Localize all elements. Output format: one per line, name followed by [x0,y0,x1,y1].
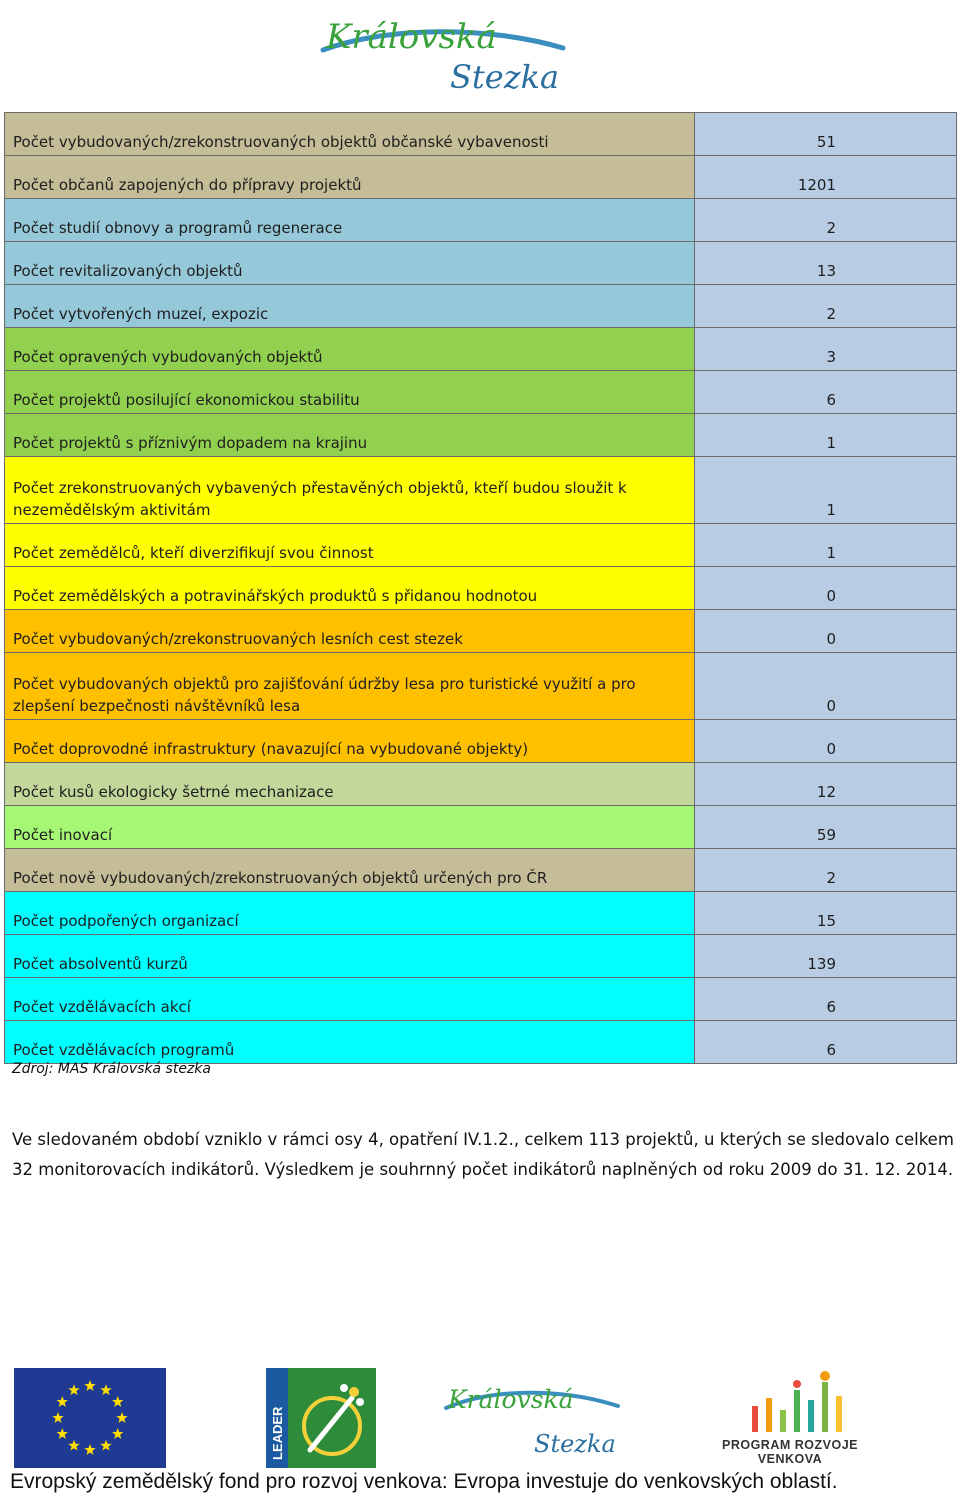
eu-flag-icon [14,1368,166,1468]
table-row [5,113,957,156]
indicator-value: 1 [695,457,957,524]
indicator-value: 1201 [695,156,957,199]
table-row [5,567,957,610]
indicator-label: Počet projektů posilující ekonomickou stabilitu [5,371,695,414]
indicator-value: 51 [695,113,957,156]
table-row [5,806,957,849]
indicator-value: 2 [695,849,957,892]
table-row [5,457,957,524]
footer-text: Evropský zemědělský fond pro rozvoj venkova: Evropa investuje do venkovských oblastí. [10,1470,838,1493]
table-row [5,892,957,935]
indicator-value: 6 [695,371,957,414]
indicator-label: Počet doprovodné infrastruktury (navazující na vybudované objekty) [5,720,695,763]
table-row [5,653,957,720]
indicator-value: 1 [695,524,957,567]
table-row [5,935,957,978]
table-row [5,371,957,414]
indicator-label: Počet vybudovaných/zrekonstruovaných objektů občanské vybavenosti [5,113,695,156]
indicator-value: 0 [695,567,957,610]
table-row [5,720,957,763]
indicator-label: Počet kusů ekologicky šetrné mechanizace [5,763,695,806]
indicator-value: 1 [695,414,957,457]
table-row [5,199,957,242]
indicator-label: Počet studií obnovy a programů regenerace [5,199,695,242]
indicator-value: 6 [695,978,957,1021]
indicator-value: 13 [695,242,957,285]
indicator-value: 6 [695,1021,957,1064]
indicator-value: 0 [695,653,957,720]
indicator-label: Počet projektů s příznivým dopadem na krajinu [5,414,695,457]
indicator-value: 15 [695,892,957,935]
table-row [5,849,957,892]
indicator-label: Počet opravených vybudovaných objektů [5,328,695,371]
prv-text: PROGRAM ROZVOJE VENKOVA [722,1438,858,1466]
table-row [5,414,957,457]
indicator-label: Počet občanů zapojených do přípravy projektů [5,156,695,199]
indicator-value: 2 [695,199,957,242]
ks-small-word-2: Stezka [534,1430,616,1458]
indicator-label: Počet vybudovaných objektů pro zajišťování údržby lesa pro turistické využití a pro zlepšení bezpečnosti návštěvníků lesa [5,653,695,720]
indicator-value: 3 [695,328,957,371]
indicator-label: Počet absolventů kurzů [5,935,695,978]
indicator-label: Počet zemědělců, kteří diverzifikují svou činnost [5,524,695,567]
table-row [5,328,957,371]
logo-word-1: Královská [326,17,497,57]
indicator-label: Počet podpořených organizací [5,892,695,935]
ks-small-word-1: Královská [448,1385,574,1414]
indicator-value: 59 [695,806,957,849]
leader-text: LEADER [270,1406,285,1460]
table-row [5,524,957,567]
indicator-value: 0 [695,610,957,653]
table-row [5,242,957,285]
prv-graphic [690,1370,890,1436]
summary-paragraph: Ve sledovaném období vzniklo v rámci osy 4, opatření IV.1.2., celkem 113 projektů, u kterých se sledovalo celkem 32 monitorovacích indikátorů. Výsledkem je souhrnný počet indikátorů naplněných od roku 2009 do 31. 12. 2014. [12,1130,954,1179]
indicator-label: Počet vytvořených muzeí, expozic [5,285,695,328]
indicator-label: Počet inovací [5,806,695,849]
table-row [5,156,957,199]
indicator-label: Počet nově vybudovaných/zrekonstruovaných objektů určených pro ČR [5,849,695,892]
indicator-label: Počet vzdělávacích programů [5,1021,695,1064]
table-row [5,610,957,653]
table-row [5,978,957,1021]
indicator-label: Počet zemědělských a potravinářských produktů s přidanou hodnotou [5,567,695,610]
logo-graphic [318,8,578,100]
indicators-table [4,112,957,1064]
source-note: Zdroj: MAS Královská stezka [12,1061,211,1077]
indicator-label: Počet vybudovaných/zrekonstruovaných lesních cest stezek [5,610,695,653]
indicator-value: 2 [695,285,957,328]
logo-word-2: Stezka [450,58,560,96]
kralovska-stezka-logo [318,8,578,100]
leader-logo [266,1368,376,1468]
table-row [5,285,957,328]
indicator-value: 12 [695,763,957,806]
kralovska-stezka-small-logo [442,1374,622,1464]
indicator-label: Počet revitalizovaných objektů [5,242,695,285]
indicator-value: 139 [695,935,957,978]
table-row [5,763,957,806]
prv-logo [690,1370,890,1466]
indicator-label: Počet zrekonstruovaných vybavených přestavěných objektů, kteří budou sloužit k nezemědělským aktivitám [5,457,695,524]
indicator-value: 0 [695,720,957,763]
footer-logos [0,1360,960,1470]
indicator-label: Počet vzdělávacích akcí [5,978,695,1021]
table-row [5,1021,957,1064]
